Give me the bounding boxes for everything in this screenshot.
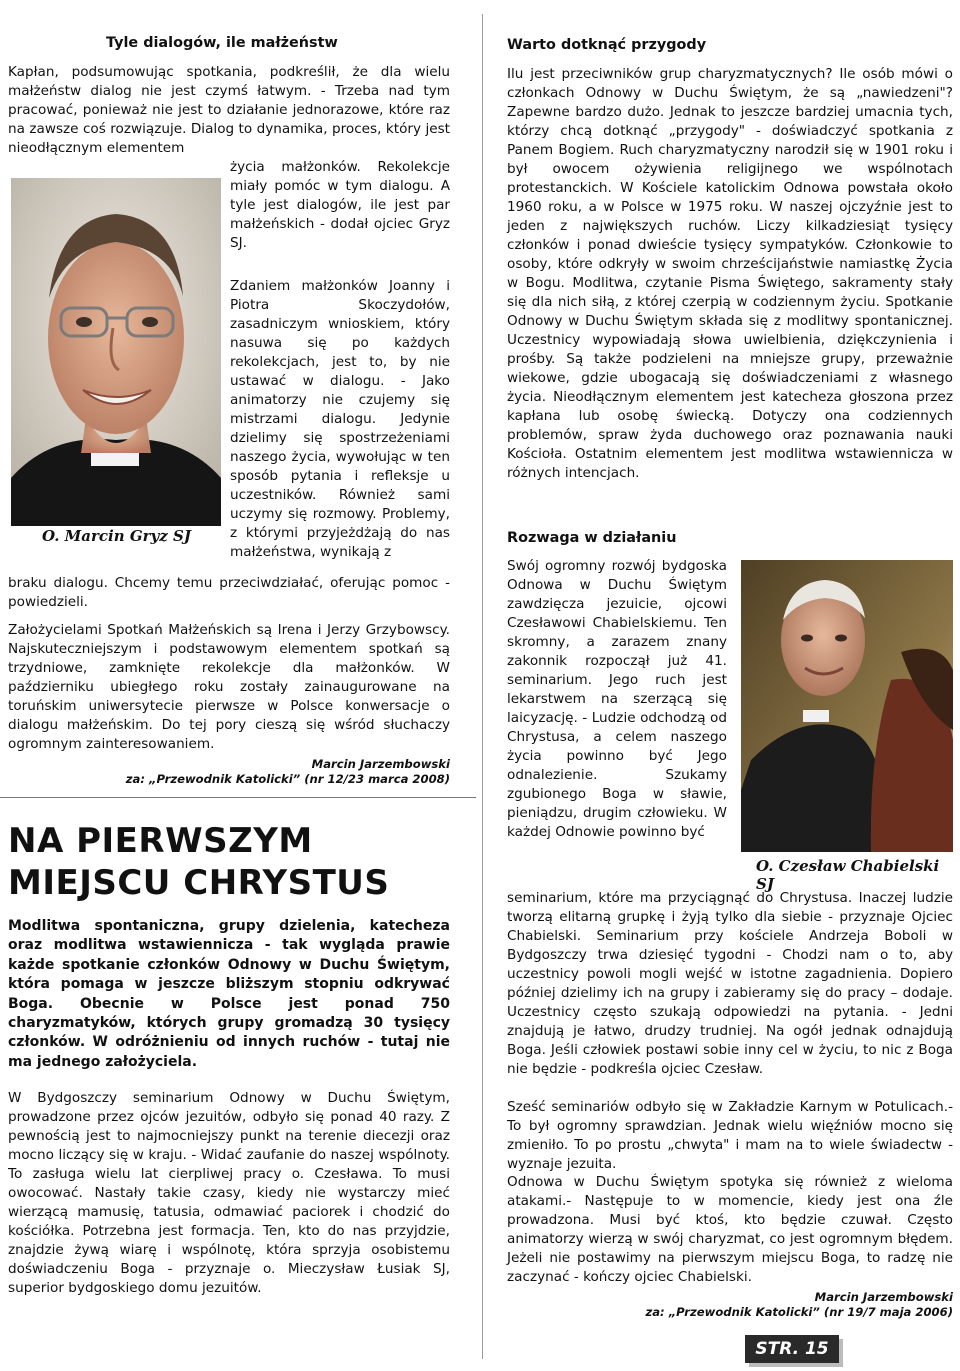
lead-paragraph: Modlitwa spontaniczna, grupy dzielenia, katecheza oraz modlitwa wstawiennicza - tak wygląda prawie każde spotkanie członków Odnowy w Duchu Świętym, która pomaga w jeszcze bliższym stopniu odkrywać Boga. Obecnie w Polsce jest ponad 750 charyzmatyków, których grupy gromadzą 30 tysięcy członków. W odróżnieniu od innych ruchów - tutaj nie ma jednego założyciela. <box>8 918 450 1070</box>
article-wrap-paragraph-2: Zdaniem małżonków Joanny i Piotra Skoczydołów, zasadniczym wnioskiem, który nasuwa się po każdych rekolekcjach, jest to, by nie ustawać w dialogu. - Jako animatorzy nie czujemy się mistrzami dialogu. Jedynie dzielimy się spostrzeżeniami naszego życia, wywołując w ten sposób pytania i refleksje u uczestników. Również sami uczymy się rozmowy. Problemy, z którymi przyjeżdżają do nas małżeństwa, wynikają z <box>230 278 450 560</box>
article-wrap-paragraph-rozwaga: Swój ogromny rozwój bydgoska Odnowa w Duchu Świętym zawdzięcza jezuicie, ojcowi Czesławowi Chabielskiemu. Ten skromny, a zarazem znany zakonnik rozpoczął już 41. seminarium. Jego ruch jest lekarstwem na szerzącą się laicyzację. - Ludzie odchodzą od Chrystusa, a celem naszego życia powinno być Jego odnalezienie. Szukamy zgubionego Boga w sławie, pieniądzu, drugim człowieku. W każdej Odnowie powinno być <box>507 558 727 840</box>
section-title-przygoda: Warto dotknąć przygody <box>507 37 707 53</box>
article-paragraph-ataki: Odnowa w Duchu Świętym spotyka się również z wieloma atakami.- Następuje to w momencie, kiedy jest ona źle prowadzona. Musi być ktoś, kto będzie czuwał. Często animatorzy wierzą w swój charyzmat, co jest ogromnym błędem. Jeżeli nie postawimy na pierwszym miejscu Boga, to radzę nie zaczynać - kończy ojciec Chabielski. <box>507 1174 953 1285</box>
main-headline <box>8 820 389 904</box>
article-intro-paragraph: Kapłan, podsumowując spotkania, podkreślił, że dla wielu małżeństw dialog nie jest czymś łatwym. - Trzeba nad tym pracować, ponieważ nie jest to działanie jednorazowe, które raz na zawsze coś rozwiązuje. Dialog to dynamika, proces, który jest nieodłącznym elementem <box>8 64 450 156</box>
section-title-rozwaga: Rozwaga w działaniu <box>507 530 677 546</box>
photo-czeslaw-chabielski <box>741 560 953 852</box>
page-number-badge: STR. 15 <box>745 1335 839 1363</box>
article-paragraph-potulice: Sześć seminariów odbyło się w Zakładzie Karnym w Potulicach.- To był ogromny sprawdzian. Jednak wielu więźniów mocno się zmieniło. To po prostu „chwyta" i mam na to wiele świadectw - wyznaje jezuita. <box>507 1099 953 1172</box>
article-paragraph-przygoda: Ilu jest przeciwników grup charyzmatycznych? Ile osób mówi o członkach Odnowy w Duchu Świętym, że są „nawiedzeni"? Zapewne bardzo dużo. Jednak to jeszcze bardziej umacnia tych, którzy chcą dotknąć „przygody" - doświadczyć spotkania z Panem Bogiem. Ruch charyzmatyczny narodził się w 1901 roku i był owocem ożywienia religijnego we wspólnotach protestanckich. W Kościele katolickim Odnowa powstała około 1960 roku, a w Polsce w 1975 roku. W naszej ojczyźnie jest to jeden z największych ruchów. Liczy kilkadziesiąt tysięcy członków i ponad dwieście tysięcy sympatyków. Członkowie to osoby, które odkryły w swoim chrześcijaństwie namiastkę Życia w Bogu. Modlitwa, czytanie Pisma Świętego, sakramenty stały się dla nich siłą, z której czerpią w codziennym życiu. Spotkanie Odnowy w Duchu Świętym składa się z modlitwy spontanicznej. Uczestnicy wypowiadają słowa uwielbienia, dziękczynienia i prośby. Są także podzieleni na mniejsze grupy, przeważnie wiekowe, gdzie ubogacają się doświadczeniami z własnego życia. Nieodłącznym elementem jest katecheza głoszona przez kapłana lub osobę świecką. Dotyczy ona codziennych problemów, spraw żyda duchowego oraz poznawania nauki Kościoła. Ostatnim elementem jest modlitwa wstawiennicza w różnych intencjach. <box>507 66 953 481</box>
article-paragraph-rozwaga-continued: seminarium, które ma przyciągnąć do Chrystusa. Inaczej ludzie tworzą elitarną grupkę i żyją tylko dla siebie - przyznaje Ojciec Chabielski. Seminarium przy kościele Andrzeja Boboli w Bydgoszczy trwa dziesięć tygodni - Chodzi nam o to, aby uczestnicy powoli mogli wejść w istotne zagadnienia. Dopiero później dzielimy ich na grupy i zabieramy się do pracy – dodaje. Uczestnicy często szukają odpowiedzi na pytania. - Jedni znajdują je łatwo, drudzy trudniej. Na ogół jednak odnajdują Boga. Jeśli człowiek postawi sobie inny cel w życiu, to nic z Boga nie będzie - podkreśla ojciec Czesław. <box>507 890 953 1077</box>
signature-author-2: Marcin Jarzembowski <box>814 1290 953 1304</box>
portrait-illustration <box>11 178 221 526</box>
body-paragraph-bydgoszcz: W Bydgoszczy seminarium Odnowy w Duchu Świętym, prowadzone przez ojców jezuitów, odbyło się ponad 40 razy. Z pewnością jest to najmocniejszy punkt na terenie diecezji oraz mocno liczący się w kraju. - Widać zaufanie do naszej wspólnoty. To zasługa wielu lat cierpliwej pracy o. Czesława. To musi owocować. Nastały takie czasy, kiedy nie wystarczy mieć wierzącą mamusię, tatusia, odmawiać paciorek i chodzić do kościółka. Potrzebna jest formacja. Ten, kto do nas przyjdzie, znajdzie żywą wiarę i wspólnotę, która sprzyja osobistemu doświadczeniu Boga - przyznaje o. Mieczysław Łusiak SJ, superior bydgoskiego domu jezuitów. <box>8 1090 450 1296</box>
signature-source-2: za: „Przewodnik Katolicki” (nr 19/7 maja 2006) <box>645 1305 953 1319</box>
photo-caption-marcin-gryz: O. Marcin Gryz SJ <box>42 527 191 545</box>
article-wrap-paragraph-1: życia małżonków. Rekolekcje miały pomóc w tym dialogu. A tyle jest dialogów, ile jest par małżeńskich - dodał ojciec Gryz SJ. <box>230 159 450 251</box>
photo-caption-czeslaw-chabielski: O. Czesław Chabielski SJ <box>756 857 940 893</box>
photo-marcin-gryz <box>11 178 221 526</box>
headline-line-1: NA PIERWSZYM <box>8 821 313 861</box>
article-tail-paragraph: braku dialogu. Chcemy temu przeciwdziałać, oferując pomoc - powiedzieli. <box>8 575 450 610</box>
portrait-illustration-2 <box>741 560 953 852</box>
section-divider <box>0 797 476 798</box>
signature-source: za: „Przewodnik Katolicki” (nr 12/23 marca 2008) <box>125 772 450 786</box>
headline-line-2: MIEJSCU CHRYSTUS <box>8 863 390 903</box>
column-divider <box>482 14 483 1359</box>
signature-block-2 <box>507 1290 953 1320</box>
section-title-dialogi: Tyle dialogów, ile małżeństw <box>106 35 338 51</box>
article-paragraph-founders: Założycielami Spotkań Małżeńskich są Irena i Jerzy Grzybowscy. Najskuteczniejszym i podstawowym elementem spotkań są trzydniowe, zamknięte rekolekcje dla małżonków. W październiku ubiegłego roku zostały zainaugurowane na toruńskim uniwersytecie pierwsze w Polsce konwersacje o dialogu małżeńskim. Do tej pory cieszą się wśród słuchaczy ogromnym zainteresowaniem. <box>8 622 450 752</box>
signature-block-1 <box>8 757 450 787</box>
signature-author: Marcin Jarzembowski <box>311 757 450 771</box>
